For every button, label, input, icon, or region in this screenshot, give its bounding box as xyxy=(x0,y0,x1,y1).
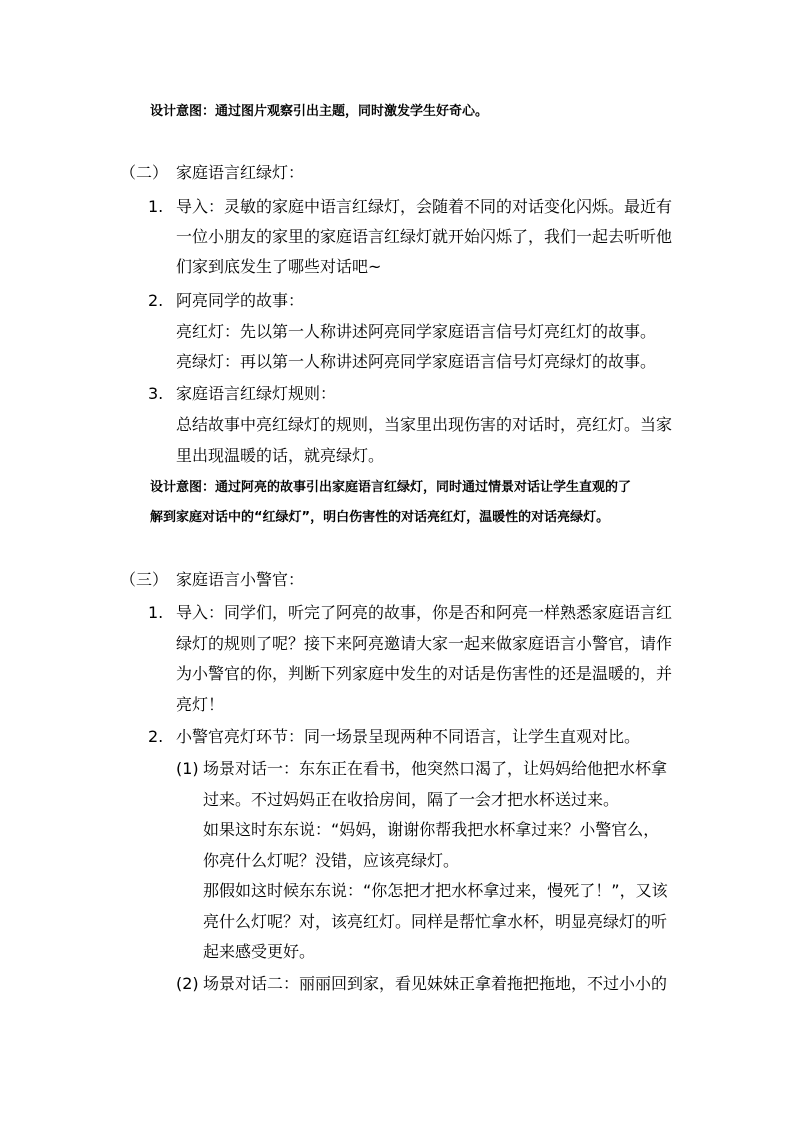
scene-1-line: 过来。不过妈妈正在收拾房间，隔了一会才把水杯送过来。 xyxy=(203,790,620,809)
s2-item-2-title: 阿亮同学的故事： xyxy=(176,291,305,310)
scene-2-number: (2) xyxy=(176,974,199,993)
scene-1-line: 场景对话一：东东正在看书，他突然口渴了，让妈妈给他把水杯拿 xyxy=(203,759,668,778)
section-2-title: 家庭语言红绿灯： xyxy=(176,163,305,182)
s2-item-1-line: 导入：灵敏的家庭中语言红绿灯，会随着不同的对话变化闪烁。最近有 xyxy=(176,197,673,216)
scene-2-line: 场景对话二：丽丽回到家，看见妹妹正拿着拖把拖地，不过小小的 xyxy=(203,974,668,993)
s3-item-1-number: 1. xyxy=(148,603,164,622)
scene-1-line: 你亮什么灯呢？没错，应该亮绿灯。 xyxy=(203,851,460,870)
design-note-1: 设计意图：通过图片观察引出主题，同时激发学生好奇心。 xyxy=(150,104,489,119)
s2-item-3-number: 3. xyxy=(148,384,164,403)
section-2-number: （二） xyxy=(120,163,169,182)
s2-item-2-line: 亮红灯：先以第一人称讲述阿亮同学家庭语言信号灯亮红灯的故事。 xyxy=(176,322,657,341)
design-note-2-line: 设计意图：通过阿亮的故事引出家庭语言红绿灯，同时通过情景对话让学生直观的了 xyxy=(150,480,632,495)
s3-item-1-line: 为小警官的你，判断下列家庭中发生的对话是伤害性的还是温暖的，并 xyxy=(176,664,673,683)
scene-1-line: 亮什么灯呢？对，该亮红灯。同样是帮忙拿水杯，明显亮绿灯的听 xyxy=(203,912,668,931)
section-3-title: 家庭语言小警官： xyxy=(176,570,305,589)
scene-1-line: 如果这时东东说：“妈妈，谢谢你帮我把水杯拿过来？小警官么， xyxy=(203,820,660,839)
s3-item-2-text: 小警官亮灯环节：同一场景呈现两种不同语言，让学生直观对比。 xyxy=(176,727,641,746)
s2-item-2-line: 亮绿灯：再以第一人称讲述阿亮同学家庭语言信号灯亮绿灯的故事。 xyxy=(176,352,657,371)
scene-1-line: 那假如这时候东东说：“你怎把才把水杯拿过来，慢死了！”，又该 xyxy=(203,881,668,900)
s2-item-2-number: 2. xyxy=(148,291,164,310)
s2-item-3-line: 里出现温暖的话，就亮绿灯。 xyxy=(176,446,385,465)
scene-1-line: 起来感受更好。 xyxy=(203,942,316,961)
s3-item-1-line: 导入：同学们，听完了阿亮的故事，你是否和阿亮一样熟悉家庭语言红 xyxy=(176,603,673,622)
s2-item-3-line: 总结故事中亮红绿灯的规则，当家里出现伤害的对话时，亮红灯。当家 xyxy=(176,415,673,434)
s3-item-2-number: 2. xyxy=(148,727,164,746)
s2-item-1-number: 1. xyxy=(148,197,164,216)
s2-item-1-line: 们家到底发生了哪些对话吧~ xyxy=(176,257,382,276)
design-note-2-line: 解到家庭对话中的“红绿灯”，明白伤害性的对话亮红灯，温暖性的对话亮绿灯。 xyxy=(150,510,610,525)
scene-1-number: (1) xyxy=(176,759,199,778)
s2-item-3-title: 家庭语言红绿灯规则： xyxy=(176,384,337,403)
s2-item-1-line: 一位小朋友的家里的家庭语言红绿灯就开始闪烁了，我们一起去听听他 xyxy=(176,227,673,246)
s3-item-1-line: 绿灯的规则了呢？接下来阿亮邀请大家一起来做家庭语言小警官，请作 xyxy=(176,634,673,653)
s3-item-1-line: 亮灯！ xyxy=(176,695,225,714)
section-3-number: （三） xyxy=(120,570,169,589)
